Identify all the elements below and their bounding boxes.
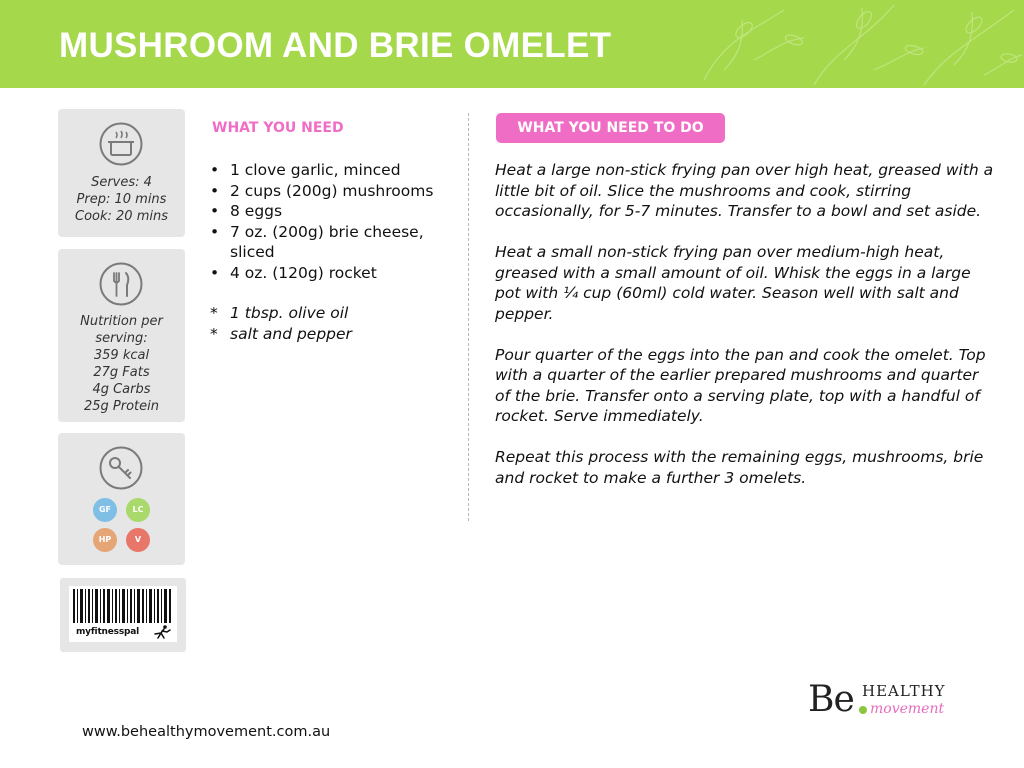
column-divider [468, 113, 469, 521]
ingredient-text: 2 cups (200g) mushrooms [230, 181, 434, 200]
protein-text: 25g Protein [83, 399, 159, 414]
cook-time-text: Cook: 20 mins [75, 209, 168, 224]
bullet: • [210, 181, 220, 200]
list-item [210, 324, 460, 345]
barcode-card [69, 586, 177, 642]
cutlery-icon [99, 262, 143, 306]
barcode-graphic [69, 589, 177, 627]
serving-info-panel [58, 109, 185, 237]
gluten-free-badge: GF [93, 498, 117, 522]
bullet: • [210, 263, 220, 282]
calories-text: 359 kcal [93, 348, 150, 363]
serves-text: Serves: 4 [91, 175, 152, 190]
ingredients-heading: WHAT YOU NEED [212, 120, 344, 136]
recipe-title: MUSHROOM AND BRIE OMELET [59, 26, 612, 65]
website-url[interactable]: www.behealthymovement.com.au [82, 724, 331, 740]
list-item [210, 303, 460, 324]
prep-time-text: Prep: 10 mins [76, 192, 167, 207]
myfitnesspal-barcode-panel[interactable] [60, 578, 186, 652]
ingredients-list [210, 160, 460, 283]
vegetarian-badge: V [126, 528, 150, 552]
method-heading: WHAT YOU NEED TO DO [496, 113, 725, 143]
pantry-extras-list [210, 303, 460, 344]
header-banner [0, 0, 1024, 88]
runner-icon [151, 625, 173, 639]
list-item [210, 222, 435, 263]
low-carb-badge: LC [126, 498, 150, 522]
carbs-text: 4g Carbs [92, 382, 151, 397]
key-icon [99, 446, 143, 490]
ingredient-text: 4 oz. (120g) rocket [230, 263, 377, 282]
nutrition-subheading: serving: [95, 331, 148, 346]
ingredient-text: 7 oz. (200g) brie cheese, sliced [230, 222, 424, 261]
nutrition-panel [58, 249, 185, 422]
leaf-pattern-decoration [684, 0, 1024, 88]
list-item [210, 160, 460, 181]
method-step: Heat a small non-stick frying pan over medium-high heat, greased with a small amount of oil. Whisk the eggs in a large pot with ¼ cup (60ml) cold water. Season well with salt and pepper. [495, 243, 971, 323]
be-healthy-logo [808, 680, 958, 720]
ingredient-text: 1 clove garlic, minced [230, 161, 401, 179]
list-item [210, 181, 460, 202]
myfitnesspal-logo-text: myfitnesspal [76, 627, 139, 637]
method-steps [495, 160, 995, 509]
list-item [210, 201, 460, 222]
logo-movement-text: movement [870, 701, 945, 717]
list-item [210, 263, 460, 284]
nutrition-heading: Nutrition per [80, 314, 163, 329]
fats-text: 27g Fats [93, 365, 150, 380]
ingredient-text: 8 eggs [230, 202, 283, 220]
extra-text: 1 tbsp. olive oil [230, 304, 349, 322]
method-step: Repeat this process with the remaining eggs, mushrooms, brie and rocket to make a further 3 omelets. [495, 448, 984, 487]
high-protein-badge: HP [93, 528, 117, 552]
diet-key-panel [58, 433, 185, 565]
extra-text: salt and pepper [230, 324, 352, 343]
asterisk-marker: * [210, 304, 218, 322]
cooking-pot-icon [99, 122, 143, 166]
logo-be-text: Be [808, 679, 854, 720]
method-step: Pour quarter of the eggs into the pan and cook the omelet. Top with a quarter of the earlier prepared mushrooms and quarter of the brie. Transfer onto a serving plate, top with a handful of rocket. Serve immediately. [495, 345, 986, 425]
logo-healthy-text: HEALTHY [862, 682, 946, 700]
method-step: Heat a large non-stick frying pan over high heat, greased with a little bit of oil. Slice the mushrooms and cook, stirring occasionally, for 5-7 minutes. Transfer to a bowl and set aside. [495, 161, 994, 220]
asterisk-marker: * [210, 324, 218, 343]
bullet: • [210, 161, 220, 179]
apple-dot-icon [859, 706, 867, 714]
bullet: • [210, 202, 220, 220]
bullet: • [210, 222, 220, 241]
